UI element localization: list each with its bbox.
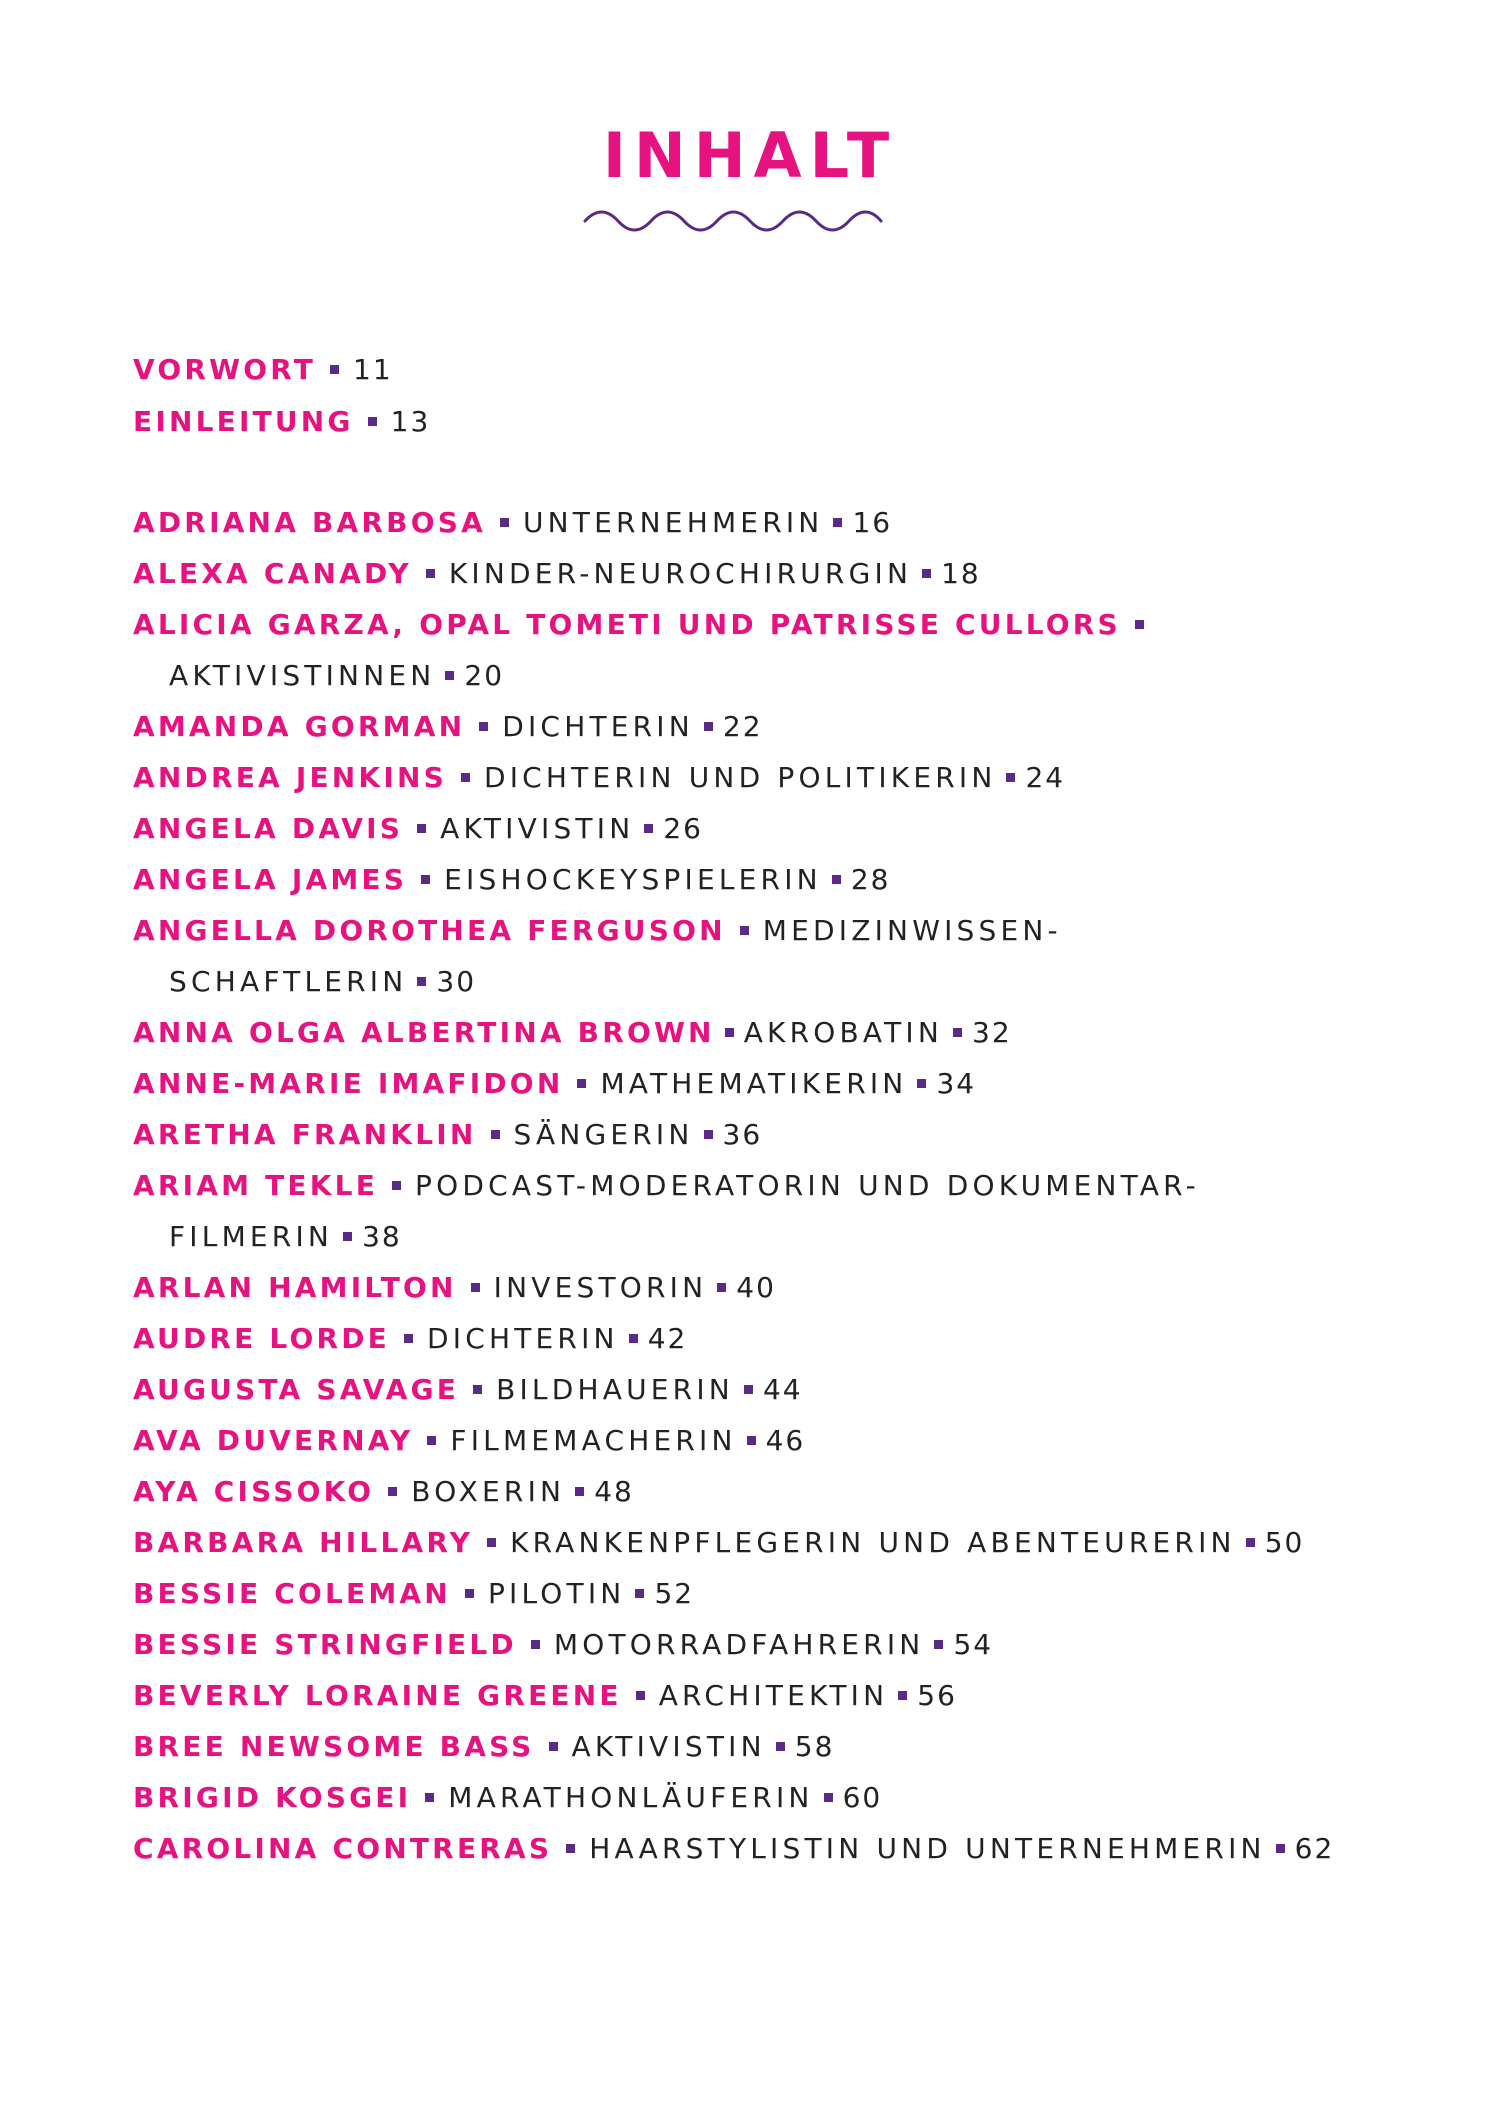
entry-profession: DICHTERIN UND POLITIKERIN [483,761,997,794]
entry-profession: SÄNGERIN [513,1118,694,1151]
entry-profession: SCHAFTLERIN [169,965,408,998]
entry-name: ANGELLA DOROTHEA FERGUSON [133,914,726,947]
entry-profession: DICHTERIN [502,710,694,743]
bullet-square [629,1334,638,1343]
bullet-square [343,1232,352,1241]
toc-entry-continuation[interactable] [169,658,504,694]
entry-profession: MARATHONLÄUFERIN [448,1781,814,1814]
bullet-square [922,569,931,578]
entry-name: AVA DUVERNAY [133,1424,414,1457]
bullet-square [776,1742,785,1751]
entry-profession: KRANKENPFLEGERIN UND ABENTEURERIN [510,1526,1236,1559]
entry-page: 18 [941,557,981,590]
entry-page: 48 [594,1475,634,1508]
entry-page: 42 [647,1322,688,1355]
entry-page: 36 [722,1118,763,1151]
bullet-square [491,1130,500,1139]
entry-profession: MOTORRADFAHRERIN [553,1628,925,1661]
bullet-square [566,1844,575,1853]
toc-entry[interactable] [133,1015,1012,1051]
entry-profession: AKTIVISTIN [440,812,635,845]
toc-entry[interactable] [133,1525,1304,1561]
bullet-square [461,773,470,782]
toc-entry[interactable] [133,811,703,847]
entry-name: BEVERLY LORAINE GREENE [133,1679,622,1712]
entry-name: BREE NEWSOME BASS [133,1730,535,1763]
entry-name: AYA CISSOKO [133,1475,375,1508]
bullet-square [917,1079,926,1088]
entry-name: AUDRE LORDE [133,1322,390,1355]
entry-page: 62 [1294,1832,1335,1865]
entry-page: 16 [852,506,893,539]
entry-page: 52 [654,1577,695,1610]
toc-entry[interactable] [133,505,892,541]
entry-page: 58 [794,1730,835,1763]
toc-entry[interactable] [133,1270,776,1306]
bullet-square [1246,1538,1255,1547]
entry-page: 30 [436,965,477,998]
entry-name: BRIGID KOSGEI [133,1781,412,1814]
bullet-square [832,875,841,884]
entry-profession: KINDER-NEUROCHIRURGIN [448,557,913,590]
entry-page: 34 [936,1067,977,1100]
entry-name: BESSIE STRINGFIELD [133,1628,517,1661]
toc-entry[interactable] [133,1321,687,1357]
entry-page: 11 [353,353,393,386]
bullet-square [417,824,426,833]
entry-profession: AKTIVISTINNEN [169,659,436,692]
wave-divider [583,206,883,236]
entry-name: ANNA OLGA ALBERTINA BROWN [133,1016,715,1049]
entry-name: ARLAN HAMILTON [133,1271,457,1304]
bullet-square [644,824,653,833]
bullet-square [388,1487,397,1496]
entry-page: 38 [362,1220,402,1253]
bullet-square [833,518,842,527]
toc-entry[interactable] [133,1474,634,1510]
entry-name: ALICIA GARZA, OPAL TOMETI UND PATRISSE CULLORS [133,608,1121,641]
bullet-square [487,1538,496,1547]
bullet-square [465,1589,474,1598]
bullet-square [445,671,454,680]
entry-name: ADRIANA BARBOSA [133,506,486,539]
bullet-square [744,1385,753,1394]
toc-entry[interactable] [133,1678,957,1714]
entry-page: 28 [850,863,891,896]
toc-entry[interactable] [133,1168,1200,1204]
entry-name: CAROLINA CONTRERAS [133,1832,553,1865]
entry-name: VORWORT [133,353,317,386]
entry-name: BESSIE COLEMAN [133,1577,451,1610]
entry-name: AUGUSTA SAVAGE [133,1373,460,1406]
entry-profession: AKROBATIN [743,1016,943,1049]
toc-entry[interactable] [133,1729,834,1765]
entry-page: 56 [917,1679,957,1712]
bullet-square [740,926,749,935]
entry-page: 20 [464,659,505,692]
bullet-square [425,1793,434,1802]
bullet-square [575,1487,584,1496]
toc-entry-einleitung[interactable] [133,404,430,440]
entry-page: 24 [1025,761,1066,794]
bullet-square [725,1028,734,1037]
bullet-square [531,1640,540,1649]
entry-page: 13 [390,405,431,438]
entry-page: 22 [722,710,763,743]
bullet-square [421,875,430,884]
entry-name: AMANDA GORMAN [133,710,466,743]
bullet-square [427,1436,436,1445]
bullet-square [717,1283,726,1292]
toc-entry-continuation[interactable] [169,964,476,1000]
entry-name: ANGELA DAVIS [133,812,404,845]
bullet-square [747,1436,756,1445]
toc-entry[interactable] [133,1423,805,1459]
toc-entry[interactable] [133,709,763,745]
bullet-square [704,722,713,731]
bullet-square [549,1742,558,1751]
bullet-square [1276,1844,1285,1853]
bullet-square [417,977,426,986]
entry-profession: EISHOCKEYSPIELERIN [444,863,822,896]
entry-profession: DICHTERIN [427,1322,619,1355]
bullet-square [824,1793,833,1802]
toc-entry-continuation[interactable] [169,1219,402,1255]
entry-name: ANNE-MARIE IMAFIDON [133,1067,564,1100]
entry-page: 46 [765,1424,806,1457]
bullet-square [577,1079,586,1088]
bullet-square [1006,773,1015,782]
bullet-square [704,1130,713,1139]
toc-entry[interactable] [133,1372,803,1408]
entry-name: EINLEITUNG [133,405,354,438]
toc-entry[interactable] [133,1066,976,1102]
entry-name: BARBARA HILLARY [133,1526,474,1559]
bullet-square [473,1385,482,1394]
toc-entry[interactable] [133,607,1158,643]
bullet-square [392,1181,401,1190]
entry-profession: FILMEMACHERIN [450,1424,737,1457]
bullet-square [479,722,488,731]
entry-profession: MATHEMATIKERIN [600,1067,908,1100]
entry-profession: PILOTIN [487,1577,626,1610]
entry-profession: BOXERIN [411,1475,566,1508]
entry-name: ANGELA JAMES [133,863,408,896]
bullet-square [1135,620,1144,629]
entry-name: ARETHA FRANKLIN [133,1118,477,1151]
entry-page: 60 [842,1781,883,1814]
entry-profession: PODCAST-MODERATORIN UND DOKUMENTAR- [415,1169,1200,1202]
page-title: INHALT [602,119,898,192]
entry-name: ALEXA CANADY [133,557,412,590]
bullet-square [635,1589,644,1598]
bullet-square [404,1334,413,1343]
toc-entry[interactable] [133,1831,1334,1867]
toc-entry[interactable] [133,913,1062,949]
bullet-square [426,569,435,578]
entry-profession: BILDHAUERIN [496,1373,734,1406]
entry-page: 54 [953,1628,994,1661]
entry-profession: HAARSTYLISTIN UND UNTERNEHMERIN [589,1832,1266,1865]
entry-profession: FILMERIN [169,1220,334,1253]
entry-profession: ARCHITEKTIN [658,1679,889,1712]
toc-entry-vorwort[interactable] [133,352,393,388]
entry-page: 26 [663,812,703,845]
toc-entry[interactable] [133,760,1065,796]
bullet-square [934,1640,943,1649]
bullet-square [330,365,339,374]
entry-profession: UNTERNEHMERIN [522,506,824,539]
entry-page: 32 [972,1016,1012,1049]
entry-profession: INVESTORIN [493,1271,708,1304]
toc-entry[interactable] [133,556,981,592]
entry-profession: MEDIZINWISSEN- [762,914,1062,947]
toc-entry[interactable] [133,1576,694,1612]
entry-page: 44 [762,1373,803,1406]
toc-entry[interactable] [133,1117,762,1153]
bullet-square [898,1691,907,1700]
toc-entry[interactable] [133,1780,882,1816]
toc-entry[interactable] [133,862,890,898]
toc-entry[interactable] [133,1627,993,1663]
bullet-square [500,518,509,527]
entry-page: 40 [736,1271,776,1304]
entry-name: ANDREA JENKINS [133,761,447,794]
entry-profession: AKTIVISTIN [571,1730,766,1763]
entry-page: 50 [1264,1526,1305,1559]
bullet-square [953,1028,962,1037]
bullet-square [471,1283,480,1292]
bullet-square [636,1691,645,1700]
entry-name: ARIAM TEKLE [133,1169,379,1202]
bullet-square [368,417,377,426]
